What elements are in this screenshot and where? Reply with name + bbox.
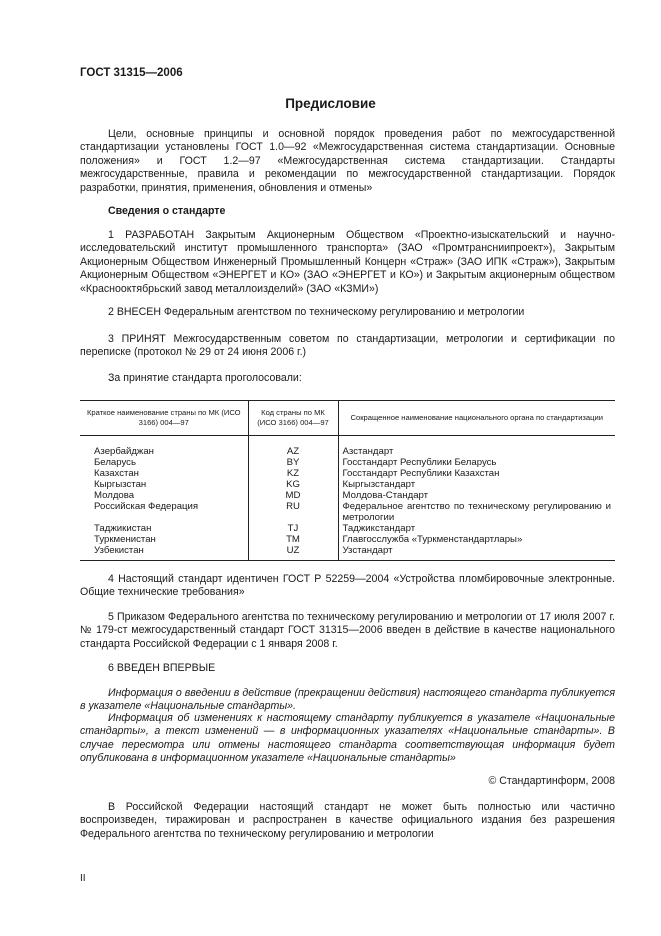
organization-cell: Молдова-Стандарт <box>338 490 615 501</box>
section-heading: Сведения о стандарте <box>108 205 226 217</box>
code-cell: BY <box>248 457 338 468</box>
voting-table <box>80 400 615 561</box>
code-cell: RU <box>248 501 338 523</box>
table-header-row <box>80 401 615 436</box>
table-row <box>80 490 615 501</box>
column-header-organization: Сокращенное наименование национального органа по стандартизации <box>338 401 615 436</box>
item-4-paragraph: 4 Настоящий стандарт идентичен ГОСТ Р 52259—2004 «Устройства пломбировочные электронные. Общие технические требования» <box>80 573 615 599</box>
item-3-paragraph: 3 ПРИНЯТ Межгосударственным советом по стандартизации, метрологии и сертификации по переписке (протокол № 29 от 24 июня 2006 г.) <box>80 333 615 359</box>
country-cell: Таджикистан <box>94 523 152 534</box>
country-cell: Российская Федерация <box>94 501 199 512</box>
vote-intro: За принятие стандарта проголосовали: <box>108 372 302 384</box>
code-cell: TJ <box>248 523 338 534</box>
organization-cell: Госстандарт Республики Беларусь <box>338 457 615 468</box>
info-paragraph-2: Информация об изменениях к настоящему стандарту публикуется в указателе «Национальные стандарты», а текст изменений — в информационных указателях «Национальные стандарты». В случае пересмотра или отмены настоящего стандарта соответствующая информация будет опубликована в информационном указателе «Национальные стандарты» <box>80 712 615 765</box>
table-row <box>80 523 615 534</box>
closing-paragraph: В Российской Федерации настоящий стандарт не может быть полностью или частично воспроизведен, тиражирован и распространен в качестве официального издания без разрешения Федерального агентства по техническому регулированию и метрологии <box>80 801 615 840</box>
table-row <box>80 436 615 458</box>
table-row <box>80 479 615 490</box>
page-title: Предисловие <box>285 96 376 111</box>
country-cell: Кыргызстан <box>94 479 147 490</box>
country-cell: Беларусь <box>94 457 136 468</box>
organization-cell: Азстандарт <box>338 436 615 458</box>
code-cell: UZ <box>248 545 338 561</box>
organization-cell: Госстандарт Республики Казахстан <box>338 468 615 479</box>
organization-cell: Таджикстандарт <box>338 523 615 534</box>
document-header: ГОСТ 31315—2006 <box>80 67 183 79</box>
code-cell: KZ <box>248 468 338 479</box>
organization-cell: Кыргызстандарт <box>338 479 615 490</box>
code-cell: TM <box>248 534 338 545</box>
table-row <box>80 545 615 561</box>
intro-paragraph: Цели, основные принципы и основной порядок проведения работ по межгосударственной стандартизации установлены ГОСТ 1.0—92 «Межгосударственная система стандартизации. Основные положения» и ГОСТ 1.2—97 «Межгосударственная система стандартизации. Стандарты межгосударственные, правила и рекомендации по межгосударственной стандартизации. Порядок разработки, принятия, применения, обновления и отмены» <box>80 128 615 194</box>
table-row <box>80 468 615 479</box>
page-number: II <box>80 873 86 884</box>
code-cell: MD <box>248 490 338 501</box>
copyright-notice: © Стандартинформ, 2008 <box>488 775 615 787</box>
country-cell: Туркменистан <box>94 534 156 545</box>
item-5-paragraph: 5 Приказом Федерального агентства по техническому регулированию и метрологии от 17 июля 2007 г. № 179-ст межгосударственный стандарт ГОСТ 31315—2006 введен в действие в качестве национального стандарта Российской Федерации с 1 января 2008 г. <box>80 611 615 650</box>
organization-cell: Главгосслужба «Туркменстандартлары» <box>338 534 615 545</box>
table-row <box>80 534 615 545</box>
code-cell: AZ <box>248 436 338 458</box>
column-header-code: Код страны по МК (ИСО 3166) 004—97 <box>248 401 338 436</box>
country-cell: Узбекистан <box>80 545 248 561</box>
table-row <box>80 501 615 523</box>
organization-cell: Федеральное агентство по техническому регулированию и метрологии <box>338 501 615 523</box>
organization-cell: Узстандарт <box>338 545 615 561</box>
country-cell: Молдова <box>94 490 135 501</box>
item-1-paragraph: 1 РАЗРАБОТАН Закрытым Акционерным Обществом «Проектно-изыскательский и научно-исследовательский институт промышленного транспорта» (ЗАО «Промтрансниипроект»), Закрытым Акционерным Обществом Инженерный Промышленный Концерн «Страж» (ЗАО ИПК «Страж»), Закрытым Акционерным Обществом «ЭНЕРГЕТ и КО» (ЗАО «ЭНЕРГЕТ и КО») и Закрытым акционерным обществом «Красноoктябрьский завод металлоизделий» (ЗАО «КЗМИ») <box>80 229 615 295</box>
item-6-paragraph: 6 ВВЕДЕН ВПЕРВЫЕ <box>108 662 216 674</box>
code-cell: KG <box>248 479 338 490</box>
item-2-paragraph: 2 ВНЕСЕН Федеральным агентством по техническому регулированию и метрологии <box>108 306 525 318</box>
column-header-country: Краткое наименование страны по МК (ИСО 3166) 004—97 <box>80 401 248 436</box>
info-paragraph-1: Информация о введении в действие (прекращении действия) настоящего стандарта публикуется в указателе «Национальные стандарты». <box>80 687 615 713</box>
country-cell: Азербайджан <box>94 446 154 457</box>
country-cell: Казахстан <box>94 468 139 479</box>
table-row <box>80 457 615 468</box>
